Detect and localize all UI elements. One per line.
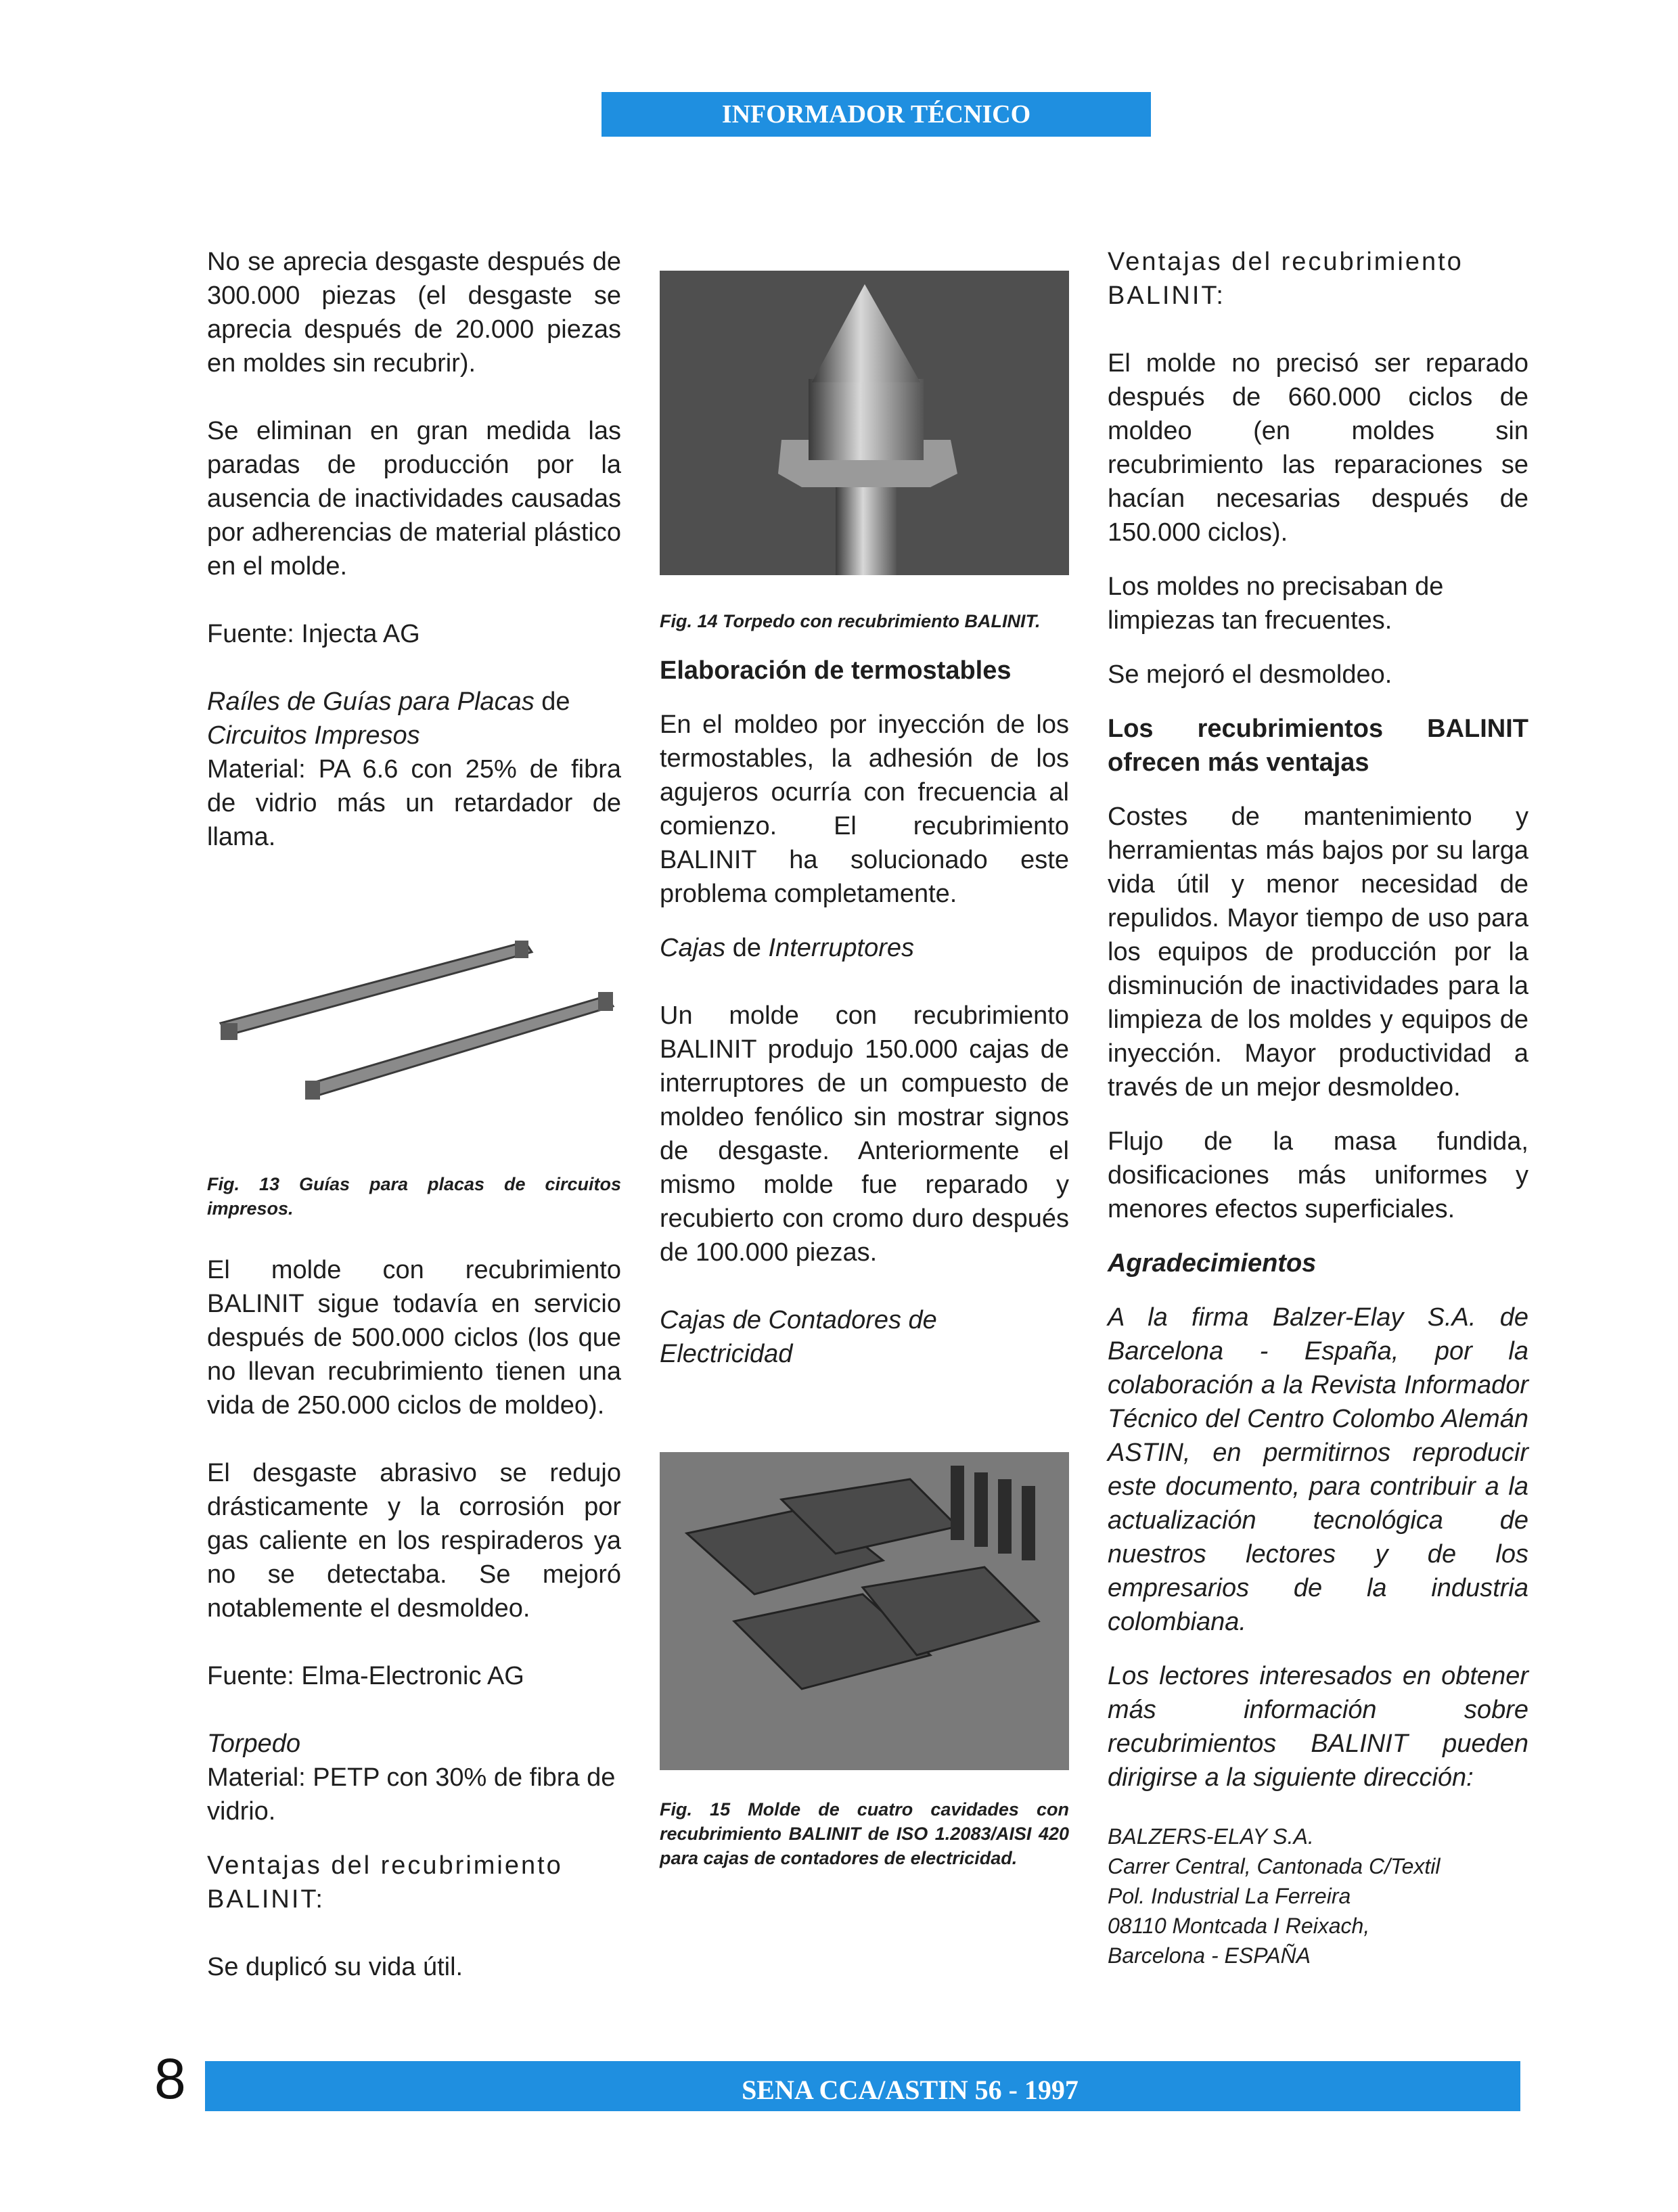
address-block: [1108, 1822, 1528, 1970]
footer-bar: [205, 2061, 1520, 2111]
address-line: BALZERS-ELAY S.A.: [1108, 1824, 1314, 1849]
subsection-title: Cajas de Contadores de Electricidad: [660, 1306, 937, 1368]
paragraph: No se aprecia desgaste después de 300.000 piezas (el desgaste se aprecia después de 20.000 piezas en moldes sin recubrir).: [207, 248, 621, 378]
section-heading: Los recubrimientos BALINIT ofrecen más ventajas: [1108, 715, 1528, 777]
paragraph: El molde no precisó ser reparado después de 660.000 ciclos de moldeo (en moldes sin recubrimiento las reparaciones se hacían necesarias después de 150.000 ciclos).: [1108, 349, 1528, 547]
address-line: 08110 Montcada I Reixach,: [1108, 1914, 1370, 1938]
paragraph: Costes de mantenimiento y herramientas más bajos por su larga vida útil y menor necesidad de repulidos. Mayor tiempo de uso para los equipos de producción por la disminución de inactividades para la limpieza de los moldes y equipos de inyección. Mayor productividad a través de un mejor desmoldeo.: [1108, 803, 1528, 1102]
subsection-title: Raíles de Guías para Placas de Circuitos Impresos: [207, 687, 570, 750]
paragraph: Flujo de la masa fundida, dosificaciones más uniformes y menores efectos superficiales.: [1108, 1127, 1528, 1223]
column-2: [660, 271, 1069, 1870]
figure-15-caption: Fig. 15 Molde de cuatro cavidades con recubrimiento BALINIT de ISO 1.2083/AISI 420 para cajas de contadores de electricidad.: [660, 1799, 1069, 1868]
figure-14-caption: Fig. 14 Torpedo con recubrimiento BALINIT.: [660, 611, 1041, 631]
paragraph: Material: PETP con 30% de fibra de vidrio.: [207, 1763, 616, 1826]
section-heading: Agradecimientos: [1108, 1249, 1317, 1278]
subsection-title: Torpedo: [207, 1730, 301, 1758]
paragraph: En el moldeo por inyección de los termostables, la adhesión de los agujeros ocurría con frecuencia al comienzo. El recubrimiento BALINIT ha solucionado este problema completamente.: [660, 710, 1069, 908]
paragraph: Se eliminan en gran medida las paradas de producción por la ausencia de inactividades causadas por adherencias de material plástico en el molde.: [207, 417, 621, 581]
figure-15-image: [660, 1452, 1069, 1770]
address-line: Barcelona - ESPAÑA: [1108, 1943, 1311, 1968]
figure-13-caption: Fig. 13 Guías para placas de circuitos impresos.: [207, 1174, 621, 1219]
subsection-title: Cajas de Interruptores: [660, 934, 914, 962]
source-note: Fuente: Injecta AG: [207, 620, 420, 648]
address-line: Carrer Central, Cantonada C/Textil: [1108, 1854, 1441, 1878]
paragraph: Un molde con recubrimiento BALINIT produjo 150.000 cajas de interruptores de un compuesto de moldeo fenólico sin mostrar signos de desgaste. Anteriormente el mismo molde fue reparado y recubierto con cromo duro después de 100.000 piezas.: [660, 1001, 1069, 1267]
paragraph: Se duplicó su vida útil.: [207, 1953, 463, 1981]
footer-text: SENA CCA/ASTIN 56 - 1997: [742, 2075, 1079, 2105]
paragraph: El molde con recubrimiento BALINIT sigue todavía en servicio después de 500.000 ciclos (los que no llevan recubrimiento tienen una vida de 250.000 ciclos de moldeo).: [207, 1256, 621, 1420]
figure-13-image: [207, 874, 621, 1172]
paragraph: Los lectores interesados en obtener más información sobre recubrimientos BALINIT pueden dirigirse a la siguiente dirección:: [1108, 1662, 1528, 1792]
paragraph: El desgaste abrasivo se redujo drásticamente y la corrosión por gas caliente en los respiraderos ya no se detectaba. Se mejoró notablemente el desmoldeo.: [207, 1459, 621, 1623]
page-number: 8: [154, 2047, 186, 2111]
paragraph: Ventajas del recubrimiento BALINIT:: [1108, 248, 1464, 310]
paragraph: Los moldes no precisaban de limpiezas tan frecuentes.: [1108, 572, 1444, 635]
address-line: Pol. Industrial La Ferreira: [1108, 1884, 1351, 1908]
section-title: INFORMADOR TÉCNICO: [721, 100, 1031, 129]
paragraph: Se mejoró el desmoldeo.: [1108, 660, 1392, 689]
source-note: Fuente: Elma-Electronic AG: [207, 1662, 524, 1690]
section-header: [602, 92, 1151, 137]
figure-14-image: [660, 271, 1069, 575]
column-1: [207, 245, 621, 1984]
column-3: [1108, 245, 1528, 1970]
section-heading: Elaboración de termostables: [660, 656, 1012, 685]
paragraph: A la firma Balzer-Elay S.A. de Barcelona - España, por la colaboración a la Revista Informador Técnico del Centro Colombo Alemán ASTIN, en permitirnos reproducir este documento, para contribuir a la actualización tecnológica de nuestros lectores y de los empresarios de la industria colombiana.: [1108, 1303, 1528, 1636]
paragraph: Ventajas del recubrimiento BALINIT:: [207, 1851, 563, 1914]
paragraph: Material: PA 6.6 con 25% de fibra de vidrio más un retardador de llama.: [207, 755, 621, 851]
